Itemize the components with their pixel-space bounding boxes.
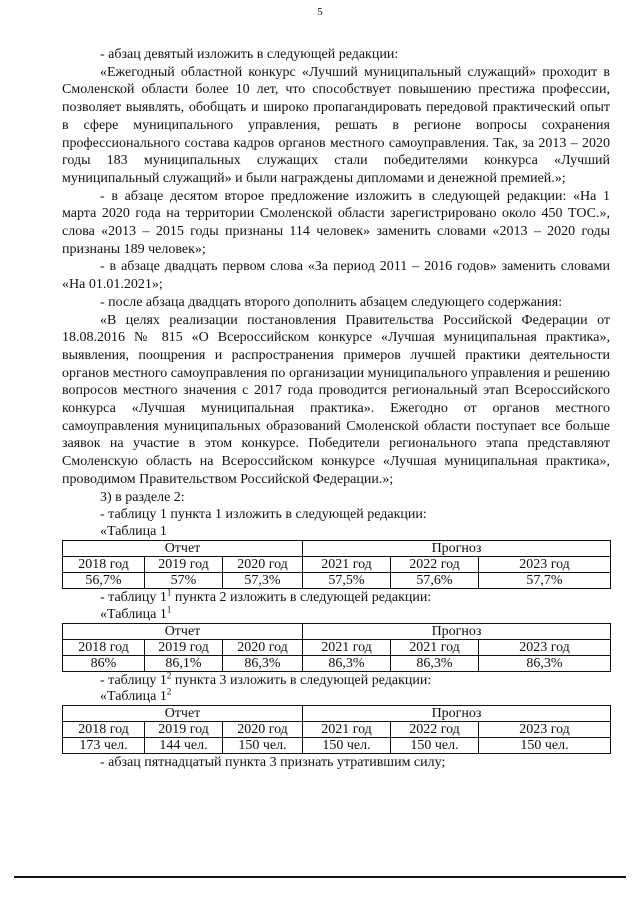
value-cell: 57,3% (223, 572, 303, 588)
year-cell: 2021 год (303, 722, 391, 738)
paragraph: - таблицу $1^1$ пункта 2 изложить в следующей редакции: (100, 587, 432, 605)
year-cell: 2021 год (303, 639, 391, 655)
value-cell: 86,3% (303, 655, 391, 671)
document-body (62, 46, 610, 772)
bottom-rule (14, 876, 626, 878)
value-cell: 56,7% (63, 572, 145, 588)
page-number: 5 (317, 6, 323, 18)
value-cell: 57% (145, 572, 223, 588)
value-cell: 86,3% (479, 655, 611, 671)
table-row (63, 556, 611, 572)
table-caption: «Таблица 1 (100, 523, 167, 539)
paragraph: - таблицу $1^2$ пункта 3 изложить в следующей редакции: (100, 670, 432, 688)
year-cell: 2023 год (479, 722, 611, 738)
paragraph: «В целях реализации постановления Правительства Российской Федерации от 18.08.2016 № 815 «О Всероссийском конкурсе «Лучшая муниципальная практика», выявления, поощрения и распространения примеров лучшей практики деятельности органов местного самоуправления по организации муниципального управления и решению вопросов местного значения с 2017 года проводится региональный этап Всероссийского конкурса «Лучшая муниципальная практика». Ежегодно от органов местного самоуправления муниципальных образований Смоленской области поступает все больше заявок на участие в этом конкурсе. Победители регионального этапа представляют Смоленскую область на Всероссийском конкурсе «Лучшая муниципальная практика», проводимом Правительством Российской Федерации.»; (62, 312, 610, 487)
paragraph: - после абзаца двадцать второго дополнить абзацем следующего содержания: (100, 294, 563, 310)
table-row (63, 655, 611, 671)
value-cell: 57,7% (479, 572, 611, 588)
value-cell: 57,6% (391, 572, 479, 588)
table-block-3 (62, 686, 610, 772)
data-table (62, 705, 611, 754)
header-report: Отчет (63, 706, 303, 722)
year-cell: 2023 год (479, 556, 611, 572)
table-block-2 (62, 604, 610, 690)
year-cell: 2023 год (479, 639, 611, 655)
paragraph: - таблицу 1 пункта 1 изложить в следующей редакции: (100, 507, 427, 523)
year-cell: 2019 год (145, 639, 223, 655)
value-cell: 86,3% (223, 655, 303, 671)
year-cell: 2018 год (63, 722, 145, 738)
header-report: Отчет (63, 540, 303, 556)
table-caption: «Таблица $1^1$ (100, 604, 172, 622)
header-forecast: Прогноз (303, 706, 611, 722)
year-cell: 2019 год (145, 556, 223, 572)
paragraph: - абзац девятый изложить в следующей редакции: (100, 47, 399, 62)
value-cell: 150 чел. (391, 738, 479, 754)
year-cell: 2018 год (63, 556, 145, 572)
header-forecast: Прогноз (303, 623, 611, 639)
year-cell: 2021 год (391, 639, 479, 655)
table-row (63, 623, 611, 639)
header-report: Отчет (63, 623, 303, 639)
table-row (63, 738, 611, 754)
paragraph: - абзац пятнадцатый пункта 3 признать утратившим силу; (100, 755, 446, 771)
year-cell: 2020 год (223, 722, 303, 738)
year-cell: 2019 год (145, 722, 223, 738)
paragraph: - в абзаце десятом второе предложение изложить в следующей редакции: «На 1 марта 2020 года на территории Смоленской области зарегистрировано около 450 ТОС.», слова «2013 – 2015 годы признаны 114 человек» заменить словами «2013 – 2020 годы признаны 189 человек»; (62, 188, 610, 257)
table-row (63, 540, 611, 556)
paragraph: «Ежегодный областной конкурс «Лучший муниципальный служащий» проходит в Смоленской области более 10 лет, что способствует повышению престижа профессии, позволяет выявлять, обобщать и широко пропагандировать передовой практический опыт в сфере муниципального управления, решать в регионе вопросы сохранения профессионального состава кадров органов местного самоуправления. Так, за 2013 – 2020 годы 183 муниципальных служащих стали победителями конкурса «Лучший муниципальный служащий» и были награждены дипломами и денежной премией.»; (62, 64, 610, 186)
paragraph: - в абзаце двадцать первом слова «За период 2011 – 2016 годов» заменить словами «На 01.01.2021»; (62, 259, 610, 293)
value-cell: 86,3% (391, 655, 479, 671)
year-cell: 2022 год (391, 556, 479, 572)
table-caption: «Таблица $1^2$ (100, 686, 172, 705)
header-forecast: Прогноз (303, 540, 611, 556)
data-table (62, 623, 611, 672)
value-cell: 150 чел. (303, 738, 391, 754)
value-cell: 86% (63, 655, 145, 671)
year-cell: 2018 год (63, 639, 145, 655)
table-row (63, 572, 611, 588)
table-row (63, 722, 611, 738)
value-cell: 150 чел. (223, 738, 303, 754)
value-cell: 150 чел. (479, 738, 611, 754)
value-cell: 173 чел. (63, 738, 145, 754)
table-row (63, 706, 611, 722)
year-cell: 2020 год (223, 556, 303, 572)
year-cell: 2021 год (303, 556, 391, 572)
value-cell: 144 чел. (145, 738, 223, 754)
value-cell: 86,1% (145, 655, 223, 671)
year-cell: 2020 год (223, 639, 303, 655)
table-block-1 (62, 524, 610, 607)
paragraph: 3) в разделе 2: (100, 489, 185, 505)
value-cell: 57,5% (303, 572, 391, 588)
year-cell: 2022 год (391, 722, 479, 738)
table-row (63, 639, 611, 655)
data-table (62, 540, 611, 589)
